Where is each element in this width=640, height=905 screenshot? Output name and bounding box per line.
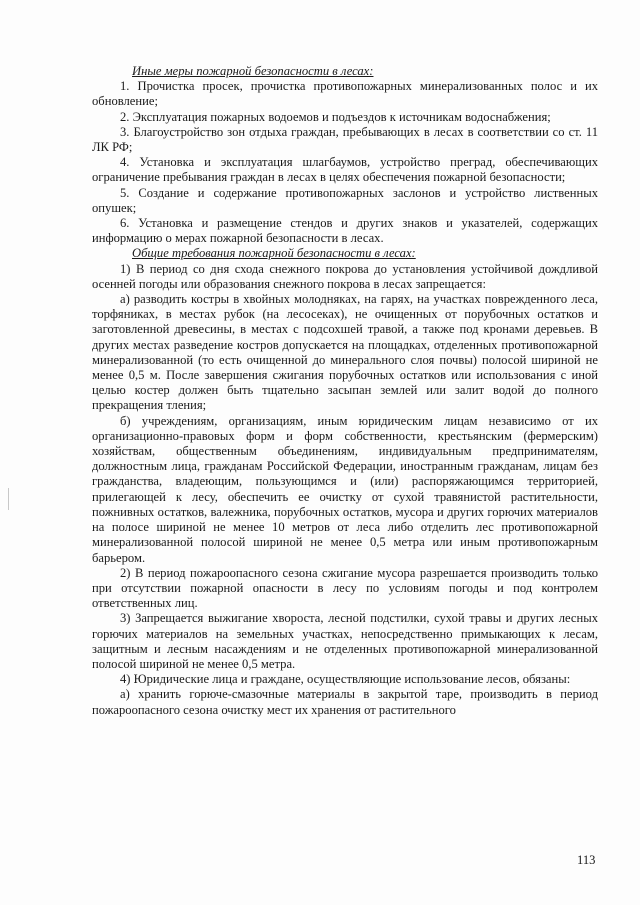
page-number: 113 <box>577 853 596 867</box>
section-heading-general-requirements: Общие требования пожарной безопасности в лесах: <box>132 246 416 261</box>
list-item: 4. Установка и эксплуатация шлагбаумов, устройство преград, обеспечивающих ограничение пребывания граждан в лесах в целях обеспечения пожарной безопасности; <box>92 155 598 185</box>
paragraph: б) учреждениям, организациям, иным юридическим лицам независимо от их организационно-правовых форм и форм собственности, крестьянским (фермерским) хозяйствам, общественным объединениям, индивидуальным предпринимателям, должностным лица, гражданам Российской Федерации, иностранным гражданам, лицам без гражданства, владеющим, пользующимся и (или) распоряжающимся территорией, прилегающей к лесу, обеспечить ее очистку от сухой травянистой растительности, пожнивных остатков, валежника, порубочных остатков, мусора и других горючих материалов на полосе шириной не менее 10 метров от леса либо отделить лес противопожарной минерализованной полосой шириной не менее 0,5 метра или иным противопожарным барьером. <box>92 413 598 565</box>
list-item: 1. Прочистка просек, прочистка противопожарных минерализованных полос и их обновление; <box>92 79 598 109</box>
paragraph: а) хранить горюче-смазочные материалы в закрытой таре, производить в период пожароопасного сезона очистку мест их хранения от растительного <box>92 687 598 717</box>
paragraph: 2) В период пожароопасного сезона сжигание мусора разрешается производить только при отсутствии пожарной опасности в лесу по условиям погоды и под контролем ответственных лиц. <box>92 565 598 611</box>
paragraph: а) разводить костры в хвойных молодняках, на гарях, на участках поврежденного леса, торфяниках, в местах рубок (на лесосеках), не очищенных от порубочных остатков и заготовленной древесины, в местах с подсохшей травой, а также под кронами деревьев. В других местах разведение костров допускается на площадках, отделенных противопожарной минерализованной (то есть очищенной до минерального слоя почвы) полосой шириной не менее 0,5 м. После завершения сжигания порубочных остатков или использования с иной целью костер должен быть тщательно засыпан землей или залит водой до полного прекращения тления; <box>92 292 598 413</box>
paragraph: 3) Запрещается выжигание хвороста, лесной подстилки, сухой травы и других лесных горючих материалов на земельных участках, непосредственно примыкающих к лесам, защитным и лесным насаждениям и не отделенных противопожарной минерализованной полосой шириной не менее 0,5 метра. <box>92 611 598 671</box>
list-item: 3. Благоустройство зон отдыха граждан, пребывающих в лесах в соответствии со ст. 11 ЛК РФ; <box>92 124 598 155</box>
section-heading-other-measures: Иные меры пожарной безопасности в лесах: <box>132 64 374 78</box>
list-item: 5. Создание и содержание противопожарных заслонов и устройство лиственных опушек; <box>92 185 598 215</box>
document-body <box>92 64 598 718</box>
scan-artifact <box>8 488 9 510</box>
list-item: 2. Эксплуатация пожарных водоемов и подъездов к источникам водоснабжения; <box>120 109 551 124</box>
paragraph: 1) В период со дня схода снежного покрова до установления устойчивой дождливой осенней погоды или образования снежного покрова в лесах запрещается: <box>92 261 598 291</box>
list-item: 6. Установка и размещение стендов и других знаков и указателей, содержащих информацию о мерах пожарной безопасности в лесах. <box>92 216 598 246</box>
paragraph: 4) Юридические лица и граждане, осуществляющие использование лесов, обязаны: <box>120 672 571 687</box>
